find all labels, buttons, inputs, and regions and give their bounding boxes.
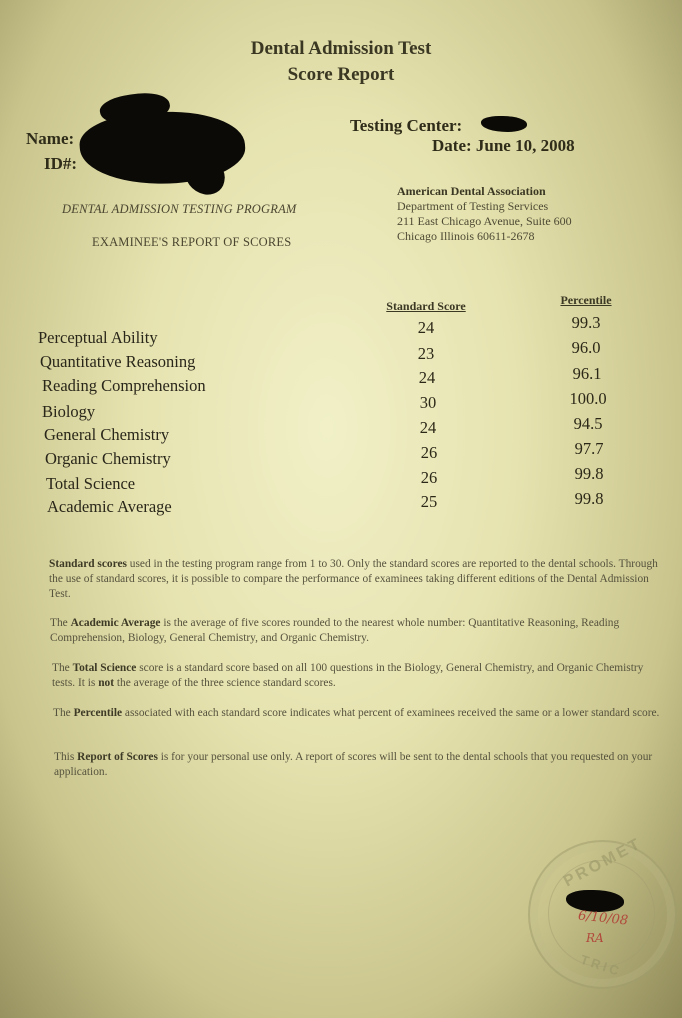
col-percentile: Percentile	[560, 293, 612, 307]
note-text: is for your personal use only. A report of scores will be sent to the dental schools that you requested on your application.	[54, 751, 653, 778]
note-term: Standard scores	[49, 558, 127, 570]
note-emphasis: not	[98, 677, 115, 689]
seal-text-top: PROMET	[560, 834, 646, 891]
score-row-label: Perceptual Ability	[38, 328, 158, 347]
seal-text-bottom: TRIC	[578, 951, 624, 980]
score-row-percentile: 99.8	[574, 464, 604, 483]
note-total-science	[52, 661, 664, 691]
note-term: Report of Scores	[77, 751, 158, 763]
score-row-standard: 24	[417, 318, 435, 337]
ada-address-line1: 211 East Chicago Avenue, Suite 600	[397, 214, 572, 228]
score-row-label: Reading Comprehension	[42, 376, 206, 395]
score-row-standard: 25	[420, 492, 438, 511]
score-row-percentile: 96.0	[571, 338, 601, 357]
score-row-standard: 26	[420, 443, 438, 462]
score-row-label: Quantitative Reasoning	[40, 352, 196, 371]
testing-center-label: Testing Center:	[350, 116, 463, 135]
ada-org-name: American Dental Association	[397, 184, 546, 198]
score-row-label: Total Science	[46, 474, 136, 493]
note-text: This	[54, 751, 78, 763]
score-row-standard: 26	[420, 468, 438, 487]
score-row-label: General Chemistry	[44, 425, 170, 444]
program-name: DENTAL ADMISSION TESTING PROGRAM	[62, 202, 297, 216]
score-row-standard: 23	[417, 344, 435, 363]
handwritten-date: 6/10/08	[577, 908, 629, 929]
note-report-of-scores	[54, 750, 664, 780]
score-row-standard: 24	[419, 418, 437, 437]
note-text: associated with each standard score indicates what percent of examinees received the same or a lower standard score.	[122, 707, 660, 719]
score-row-label: Academic Average	[47, 497, 172, 516]
note-term: Total Science	[72, 662, 137, 674]
note-text: The	[50, 617, 71, 629]
note-text: score is a standard score based on all 100 questions in the Biology, General Chemistry, and Organic Chemistry tests. It is	[52, 662, 644, 689]
report-title-line1: Dental Admission Test	[250, 38, 432, 59]
ada-address-block	[397, 184, 572, 244]
note-text: used in the testing program range from 1 to 30. Only the standard scores are reported to the dental schools. Through the use of standard scores, it is possible to compare the performance of examinees taking different editions of the Dental Admission Test.	[49, 558, 658, 600]
note-term: Academic Average	[70, 617, 161, 629]
score-row-percentile: 99.3	[571, 313, 601, 332]
note-text: is the average of five scores rounded to the nearest whole number: Quantitative Reasoning, Reading Comprehension, Biology, General Chemistry, and Organic Chemistry.	[50, 617, 620, 644]
score-row-percentile: 94.5	[573, 414, 603, 433]
note-percentile	[53, 706, 669, 721]
note-text: The	[53, 707, 74, 719]
note-text: the average of the three science standard scores.	[114, 677, 336, 689]
note-term: Percentile	[73, 707, 123, 719]
id-label: ID#:	[44, 154, 78, 173]
score-row-standard: 24	[418, 368, 436, 387]
note-text: The	[52, 662, 73, 674]
report-date: Date: June 10, 2008	[432, 136, 575, 155]
col-standard-score: Standard Score	[386, 299, 466, 313]
score-row-label: Biology	[42, 402, 96, 421]
name-label: Name:	[26, 129, 75, 148]
note-academic-average	[50, 616, 662, 646]
score-row-percentile: 100.0	[569, 389, 607, 408]
score-row-percentile: 96.1	[572, 364, 602, 383]
score-row-label: Organic Chemistry	[45, 449, 171, 468]
report-name: EXAMINEE'S REPORT OF SCORES	[92, 235, 292, 249]
report-title-line2: Score Report	[287, 64, 395, 85]
ada-department: Department of Testing Services	[397, 199, 549, 213]
note-standard-scores	[49, 557, 661, 602]
handwritten-initials: RA	[586, 931, 604, 945]
testing-center-redaction	[481, 116, 527, 132]
score-row-percentile: 99.8	[574, 489, 604, 508]
ada-address-line2: Chicago Illinois 60611-2678	[397, 229, 535, 243]
score-row-standard: 30	[419, 393, 437, 412]
score-row-percentile: 97.7	[574, 439, 604, 458]
